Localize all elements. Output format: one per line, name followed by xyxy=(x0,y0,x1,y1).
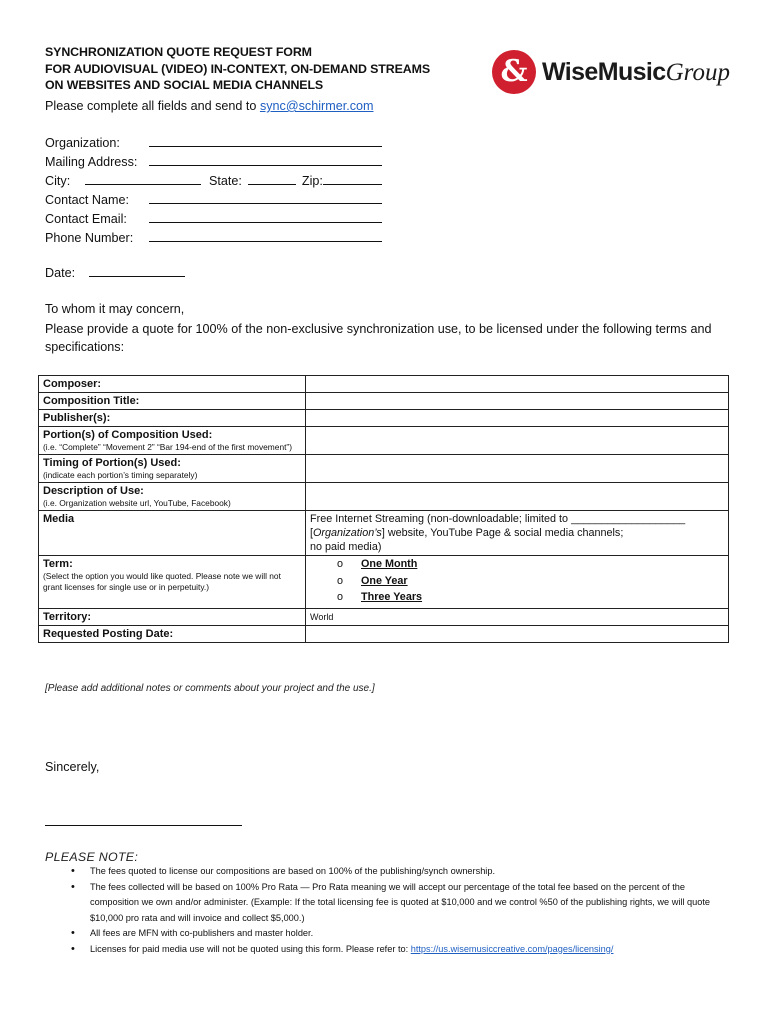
table-row xyxy=(39,376,729,393)
mailing-address-row xyxy=(45,154,382,169)
form-title-line-2: FOR AUDIOVISUAL (VIDEO) IN-CONTEXT, ON-DEMAND STREAMS xyxy=(45,61,431,76)
media-line-2: [Organization’s] website, YouTube Page & social media channels; xyxy=(310,527,624,539)
media-line-1: Free Internet Streaming (non-downloadable; limited to ___________________ xyxy=(310,513,686,525)
specification-table xyxy=(38,375,729,643)
logo-symbol: & xyxy=(500,54,528,89)
portions-value[interactable] xyxy=(306,427,729,455)
term-option-one-year[interactable]: o One Year xyxy=(331,573,724,590)
list-item: • The fees quoted to license our compositions are based on 100% of the publishing/synch ownership. xyxy=(71,864,731,880)
posting-date-value[interactable] xyxy=(306,625,729,642)
contact-email-row xyxy=(45,211,382,226)
contact-email-field[interactable] xyxy=(149,211,382,223)
additional-notes-prompt: [Please add additional notes or comments about your project and the use.] xyxy=(45,683,375,694)
media-line-3: no paid media) xyxy=(310,541,382,553)
ampersand-logo-icon xyxy=(492,50,536,94)
territory-value: World xyxy=(306,608,729,625)
posting-date-label: Requested Posting Date: xyxy=(39,625,306,642)
table-row xyxy=(39,455,729,483)
contact-name-field[interactable] xyxy=(149,192,382,204)
list-item: • All fees are MFN with co-publishers and master holder. xyxy=(71,926,731,942)
contact-email-label: Contact Email: xyxy=(45,212,127,226)
timing-label: Timing of Portion(s) Used: xyxy=(43,457,181,469)
form-header xyxy=(45,44,475,94)
table-row xyxy=(39,625,729,642)
list-item: • The fees collected will be based on 100% Pro Rata — Pro Rata meaning we will accept our percentage of the total fee based on the percent of the composition we own and/or administer. (Example: If the total licensing fee is quoted at $10,000 and we control %50 of the publishing rights, we will quote $10,000 pro rata and will invoice and collect $5,000.) xyxy=(71,880,731,927)
phone-number-row xyxy=(45,230,382,245)
term-label: Term: xyxy=(43,558,73,570)
portions-cell xyxy=(39,427,306,455)
letter-request: Please provide a quote for 100% of the non-exclusive synchronization use, to be licensed under the following terms and specifications: xyxy=(45,322,712,354)
organization-field[interactable] xyxy=(149,135,382,147)
description-cell xyxy=(39,483,306,511)
phone-number-label: Phone Number: xyxy=(45,231,134,245)
term-option-three-years[interactable]: o Three Years xyxy=(331,589,724,606)
table-row xyxy=(39,427,729,455)
description-hint: (i.e. Organization website url, YouTube, Facebook) xyxy=(43,498,231,508)
logo-wordmark: WiseMusicGroup xyxy=(542,58,730,86)
organization-row xyxy=(45,135,382,150)
composer-value[interactable] xyxy=(306,376,729,393)
term-cell xyxy=(39,556,306,609)
composition-title-label: Composition Title: xyxy=(39,393,306,410)
description-label: Description of Use: xyxy=(43,485,144,497)
media-value xyxy=(306,511,729,556)
organization-label: Organization: xyxy=(45,136,120,150)
contact-name-label: Contact Name: xyxy=(45,193,129,207)
description-value[interactable] xyxy=(306,483,729,511)
table-row xyxy=(39,483,729,511)
table-row xyxy=(39,556,729,609)
letter-greeting: To whom it may concern, xyxy=(45,302,185,316)
list-item: • Licenses for paid media use will not be quoted using this form. Please refer to: https://us.wisemusiccreative.com/pages/licensing/ xyxy=(71,942,731,958)
contact-name-row xyxy=(45,192,382,207)
table-row xyxy=(39,511,729,556)
term-hint: (Select the option you would like quoted. Please note we will not grant licenses for single use or in perpetuity.) xyxy=(43,571,281,592)
state-field[interactable] xyxy=(248,173,296,185)
mailing-address-label: Mailing Address: xyxy=(45,155,138,169)
portions-hint: (i.e. “Complete” “Movement 2” “Bar 194-end of the first movement”) xyxy=(43,442,293,452)
publishers-value[interactable] xyxy=(306,410,729,427)
term-options xyxy=(306,556,729,609)
please-note-title: PLEASE NOTE: xyxy=(45,850,139,864)
publishers-label: Publisher(s): xyxy=(39,410,306,427)
mailing-address-field[interactable] xyxy=(149,154,382,166)
wise-music-group-logo xyxy=(492,50,732,98)
licensing-link[interactable]: https://us.wisemusiccreative.com/pages/licensing/ xyxy=(410,943,614,954)
territory-label: Territory: xyxy=(39,608,306,625)
city-label: City: xyxy=(45,174,71,188)
please-note-list xyxy=(71,864,731,957)
composition-title-value[interactable] xyxy=(306,393,729,410)
composer-label: Composer: xyxy=(39,376,306,393)
closing: Sincerely, xyxy=(45,760,100,774)
timing-hint: (indicate each portion’s timing separately) xyxy=(43,470,198,480)
signature-line[interactable] xyxy=(45,825,242,826)
date-row xyxy=(45,265,185,280)
form-title-line-3: ON WEBSITES AND SOCIAL MEDIA CHANNELS xyxy=(45,78,324,92)
portions-label: Portion(s) of Composition Used: xyxy=(43,429,213,441)
date-field[interactable] xyxy=(89,265,185,277)
media-organization: Organization’s xyxy=(313,527,382,539)
city-field[interactable] xyxy=(85,173,201,185)
send-instructions xyxy=(45,99,374,113)
date-label: Date: xyxy=(45,266,76,280)
timing-value[interactable] xyxy=(306,455,729,483)
media-label: Media xyxy=(39,511,306,556)
send-prefix: Please complete all fields and send to xyxy=(45,99,260,113)
form-title-line-1: SYNCHRONIZATION QUOTE REQUEST FORM xyxy=(45,45,312,59)
phone-number-field[interactable] xyxy=(149,230,382,242)
term-option-one-month[interactable]: o One Month xyxy=(331,556,724,573)
city-state-zip-row xyxy=(45,173,382,188)
email-link[interactable]: sync@schirmer.com xyxy=(259,99,374,113)
zip-label: Zip: xyxy=(301,174,323,188)
state-label: State: xyxy=(209,174,242,188)
timing-cell xyxy=(39,455,306,483)
table-row xyxy=(39,393,729,410)
zip-field[interactable] xyxy=(323,173,382,185)
table-row xyxy=(39,410,729,427)
table-row xyxy=(39,608,729,625)
